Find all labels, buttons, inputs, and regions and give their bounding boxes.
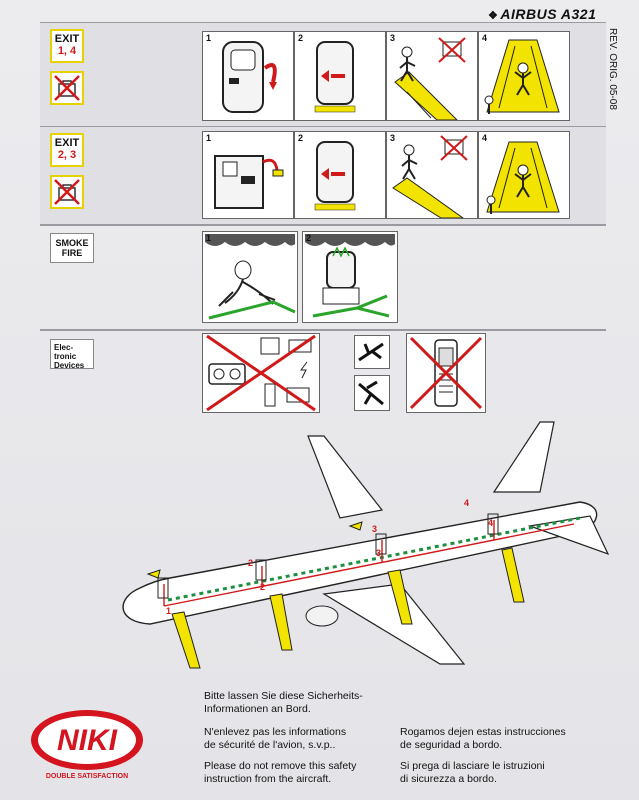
smoke-fire-label: SMOKE FIRE xyxy=(50,233,94,263)
no-baggage-icon xyxy=(50,71,84,105)
electronic-devices-section xyxy=(40,330,606,419)
smoke-fire-step-1: 1 xyxy=(202,231,298,323)
smoke-fire-section xyxy=(40,224,606,330)
exit-marker-1: 1 xyxy=(166,606,172,616)
exit-marker-4-lower: 4 xyxy=(488,518,494,528)
aircraft-title: ❖ AIRBUS A321 xyxy=(488,6,597,22)
aircraft-exit-diagram xyxy=(110,418,620,674)
airbus-logo-icon: ❖ xyxy=(488,10,499,22)
exit-marker-4-upper: 4 xyxy=(464,498,470,508)
exit-marker-3-upper: 3 xyxy=(372,524,378,534)
notice-spanish: Rogamos dejen estas instrucciones de seguridad a bordo. xyxy=(400,726,566,751)
exit-1-4-label: EXIT 1, 4 xyxy=(50,29,84,63)
smoke-fire-step-2: 2 xyxy=(302,231,398,323)
landing-icon xyxy=(354,375,390,411)
exit-marker-2-upper: 2 xyxy=(248,558,254,568)
revision-note: REV. ORIG. 05-08 xyxy=(607,28,618,110)
exit-1-4-step-1: 1 xyxy=(202,31,294,121)
exit-2-3-label: EXIT 2, 3 xyxy=(50,133,84,167)
forbidden-mobile-phone-panel xyxy=(406,333,486,413)
notice-german: Bitte lassen Sie diese Sicherheits- Informationen an Bord. xyxy=(204,690,363,715)
notice-english: Please do not remove this safety instruction from the aircraft. xyxy=(204,760,357,785)
exit-2-3-step-3: 3 xyxy=(386,131,478,219)
takeoff-icon xyxy=(354,335,390,369)
electronic-devices-label: Elec- tronic Devices xyxy=(50,339,94,369)
svg-text:DOUBLE SATISFACTION: DOUBLE SATISFACTION xyxy=(45,773,129,780)
exit-1-4-step-4: 4 xyxy=(478,31,570,121)
exit-marker-2-lower: 2 xyxy=(260,582,266,592)
notice-italian: Si prega di lasciare le istruzioni di sicurezza a bordo. xyxy=(400,760,545,785)
exit-1-4-section xyxy=(40,22,606,127)
exit-2-3-section xyxy=(40,126,606,226)
niki-logo xyxy=(28,702,146,784)
exit-marker-3-lower: 3 xyxy=(376,548,382,558)
exit-2-3-step-1: 1 xyxy=(202,131,294,219)
exit-1-4-step-2: 2 xyxy=(294,31,386,121)
no-baggage-icon xyxy=(50,175,84,209)
exit-2-3-step-2: 2 xyxy=(294,131,386,219)
exit-1-4-step-3: 3 xyxy=(386,31,478,121)
notice-french: N'enlevez pas les informations de sécurité de l'avion, s.v.p.. xyxy=(204,726,347,751)
svg-text:NIKI: NIKI xyxy=(57,724,117,757)
exit-2-3-step-4: 4 xyxy=(478,131,570,219)
forbidden-devices-panel xyxy=(202,333,320,413)
